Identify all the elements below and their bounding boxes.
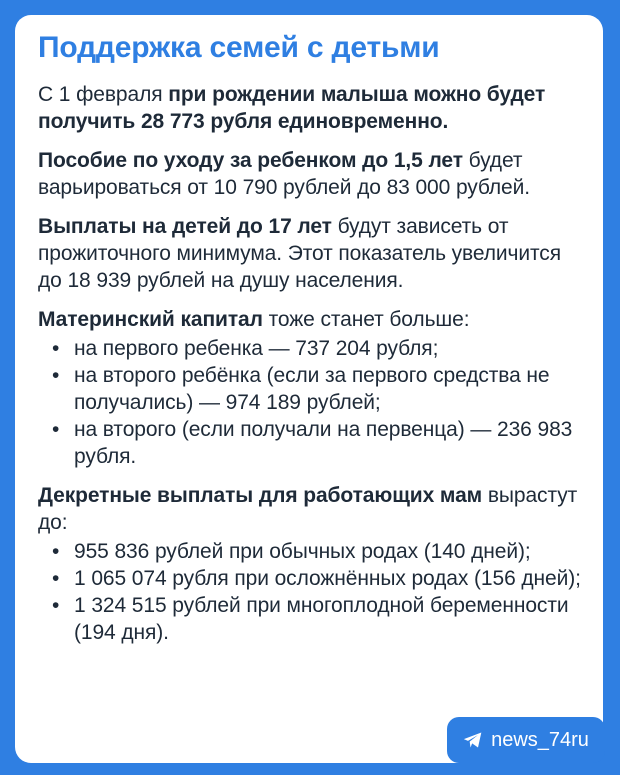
bullet-icon: • (52, 567, 60, 590)
list-item (38, 538, 583, 565)
bullet-icon: • (52, 364, 60, 387)
paragraph-birth-payment (38, 81, 583, 135)
telegram-channel-badge[interactable] (447, 717, 605, 763)
maternity-capital-text: тоже станет больше: (262, 308, 470, 331)
list-item-text: на второго (если получали на первенца) — 236 983 рубля. (74, 418, 573, 468)
list-item-text: 1 324 515 рублей при многоплодной беременности (194 дня). (74, 594, 569, 644)
birth-payment-intro: С 1 февраля (38, 83, 169, 106)
child-payments-text: будут зависеть от прожиточного минимума. Этот показатель увеличится до 18 939 рублей на душу населения. (38, 215, 561, 292)
paragraph-child-payments (38, 213, 583, 294)
maternity-capital-list (38, 335, 583, 470)
list-item-text: на первого ребенка — 737 204 рубля; (74, 337, 439, 360)
maternity-payments-list (38, 538, 583, 646)
maternity-payments-heading: Декретные выплаты для работающих мам (38, 484, 483, 507)
channel-name: news_74ru (491, 728, 589, 751)
maternity-payments-text: вырастут до: (38, 484, 578, 534)
paragraph-childcare-allowance (38, 147, 583, 201)
child-payments-heading: Выплаты на детей до 17 лет (38, 215, 332, 238)
info-card (15, 15, 603, 763)
bullet-icon: • (52, 337, 60, 360)
list-item (38, 416, 583, 470)
telegram-plane-icon (463, 731, 483, 749)
bullet-icon: • (52, 540, 60, 563)
bullet-icon: • (52, 594, 60, 617)
list-item (38, 362, 583, 416)
list-item-text: 1 065 074 рубля при осложнённых родах (156 дней); (74, 567, 581, 590)
list-item (38, 565, 583, 592)
list-item (38, 592, 583, 646)
childcare-allowance-text: будет варьироваться от 10 790 рублей до 83 000 рублей. (38, 149, 531, 199)
paragraph-maternity-payments (38, 482, 583, 536)
paragraph-maternity-capital (38, 306, 583, 333)
page-title: Поддержка семей с детьми (38, 31, 440, 64)
list-item (38, 335, 583, 362)
list-item-text: 955 836 рублей при обычных родах (140 дней); (74, 540, 531, 563)
birth-payment-highlight: при рождении малыша можно будет получить 28 773 рубля единовременно. (38, 83, 546, 133)
maternity-capital-heading: Материнский капитал (38, 308, 263, 331)
list-item-text: на второго ребёнка (если за первого средства не получались) — 974 189 рублей; (74, 364, 550, 414)
childcare-allowance-heading: Пособие по уходу за ребенком до 1,5 лет (38, 149, 463, 172)
bullet-icon: • (52, 418, 60, 441)
